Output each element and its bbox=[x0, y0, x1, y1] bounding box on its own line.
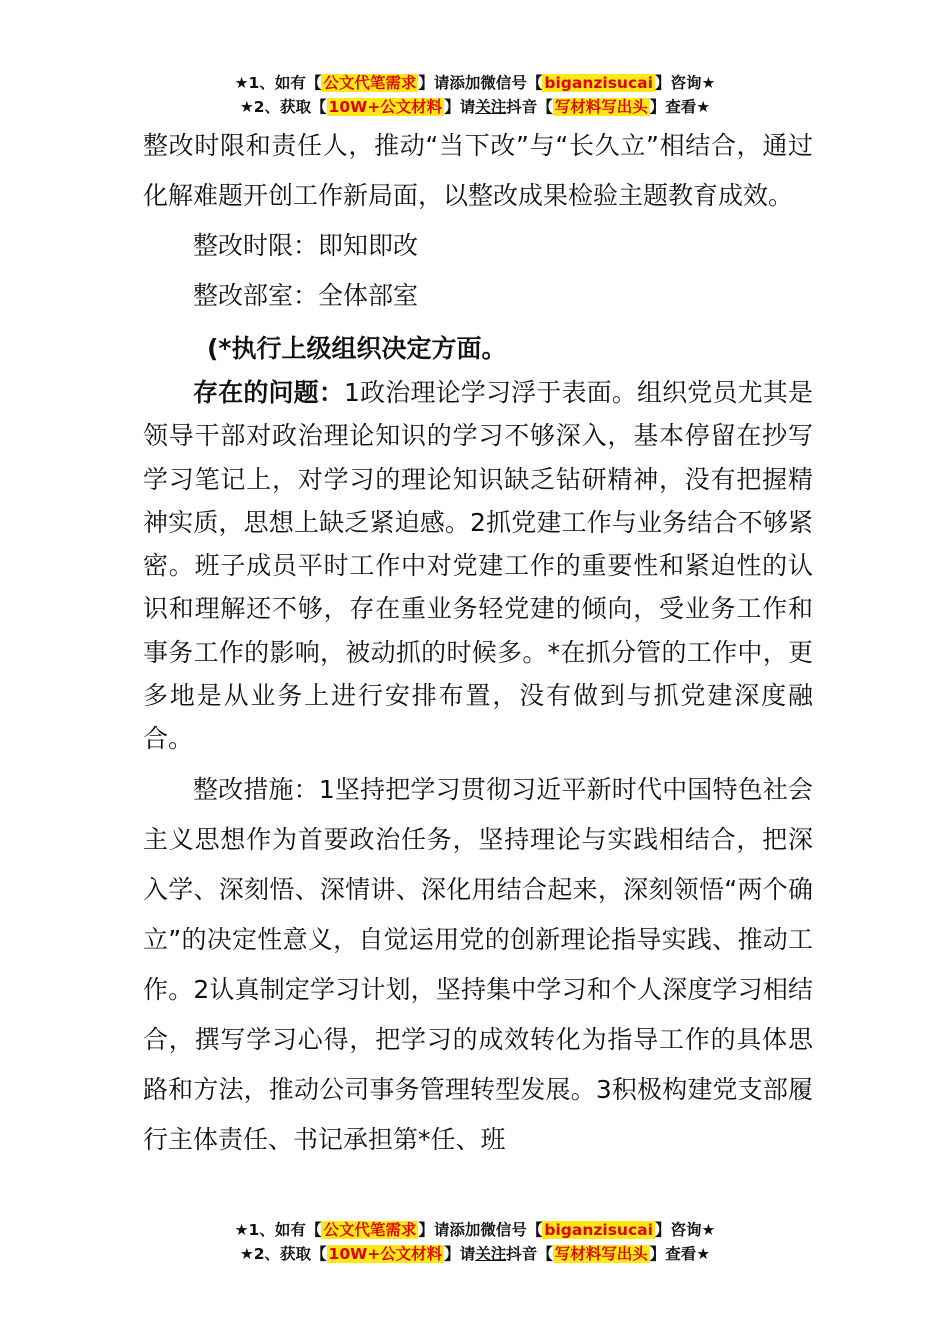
promo-text: ★1、如有【 bbox=[234, 1221, 322, 1239]
promo-text: ★2、获取【 bbox=[239, 1245, 327, 1263]
promo-highlight: 10W+公文材料 bbox=[328, 1245, 443, 1263]
promo-text: 】咨询★ bbox=[654, 1221, 716, 1239]
promo-line-1 bbox=[0, 1218, 950, 1242]
document-body bbox=[143, 121, 813, 1165]
promo-line-2 bbox=[0, 95, 950, 119]
promo-text: 】请添加微信号【 bbox=[418, 1221, 543, 1239]
promo-text: 抖音【 bbox=[506, 98, 553, 116]
promo-text: 】请 bbox=[444, 1245, 476, 1263]
problems-label: 存在的问题： bbox=[193, 378, 345, 407]
promo-line-2 bbox=[0, 1242, 950, 1266]
douyin-account-highlight: 写材料写出头 bbox=[554, 1245, 648, 1263]
paragraph-deadline: 整改时限：即知即改 bbox=[193, 231, 419, 260]
promo-banner-top bbox=[0, 71, 950, 119]
paragraph-continuation: 整改时限和责任人，推动“当下改”与“长久立”相结合，通过化解难题开创工作新局面，以整改成果检验主题教育成效。 bbox=[143, 131, 813, 210]
promo-text: 】查看★ bbox=[649, 1245, 711, 1263]
promo-highlight: 10W+公文材料 bbox=[328, 98, 443, 116]
promo-line-1 bbox=[0, 71, 950, 95]
promo-text: ★1、如有【 bbox=[234, 74, 322, 92]
promo-underlined-text: 关注 bbox=[475, 98, 507, 116]
wechat-id-highlight: biganzisucai bbox=[544, 74, 653, 92]
promo-banner-bottom bbox=[0, 1218, 950, 1266]
problems-text: 1政治理论学习浮于表面。组织党员尤其是领导干部对政治理论知识的学习不够深入，基本停留在抄写学习笔记上，对学习的理论知识缺乏钻研精神，没有把握精神实质，思想上缺乏紧迫感。2抓党建工作与业务结合不够紧密。班子成员平时工作中对党建工作的重要性和紧迫性的认识和理解还不够，存在重业务轻党建的倾向，受业务工作和事务工作的影响，被动抓的时候多。*在抓分管的工作中，更多地是从业务上进行安排布置，没有做到与抓党建深度融合。 bbox=[143, 378, 813, 754]
promo-highlight: 公文代笔需求 bbox=[323, 74, 417, 92]
promo-text: ★2、获取【 bbox=[239, 98, 327, 116]
promo-underlined-text: 关注 bbox=[475, 1245, 507, 1263]
promo-highlight: 公文代笔需求 bbox=[323, 1221, 417, 1239]
promo-text: 】查看★ bbox=[649, 98, 711, 116]
promo-text: 】请 bbox=[444, 98, 476, 116]
paragraph-measures: 整改措施：1坚持把学习贯彻习近平新时代中国特色社会主义思想作为首要政治任务，坚持理论与实践相结合，把深入学、深刻悟、深情讲、深化用结合起来，深刻领悟“两个确立”的决定性意义，自觉运用党的创新理论指导实践、推动工作。2认真制定学习计划，坚持集中学习和个人深度学习相结合，撰写学习心得，把学习的成效转化为指导工作的具体思路和方法，推动公司事务管理转型发展。3积极构建党支部履行主体责任、书记承担第*任、班 bbox=[143, 774, 813, 1154]
promo-text: 】咨询★ bbox=[654, 74, 716, 92]
promo-text: 抖音【 bbox=[506, 1245, 553, 1263]
paragraph-problems bbox=[143, 371, 813, 761]
promo-text: 】请添加微信号【 bbox=[418, 74, 543, 92]
section-heading: (*执行上级组织决定方面。 bbox=[207, 334, 507, 363]
paragraph-departments: 整改部室：全体部室 bbox=[193, 281, 419, 310]
wechat-id-highlight: biganzisucai bbox=[544, 1221, 653, 1239]
douyin-account-highlight: 写材料写出头 bbox=[554, 98, 648, 116]
